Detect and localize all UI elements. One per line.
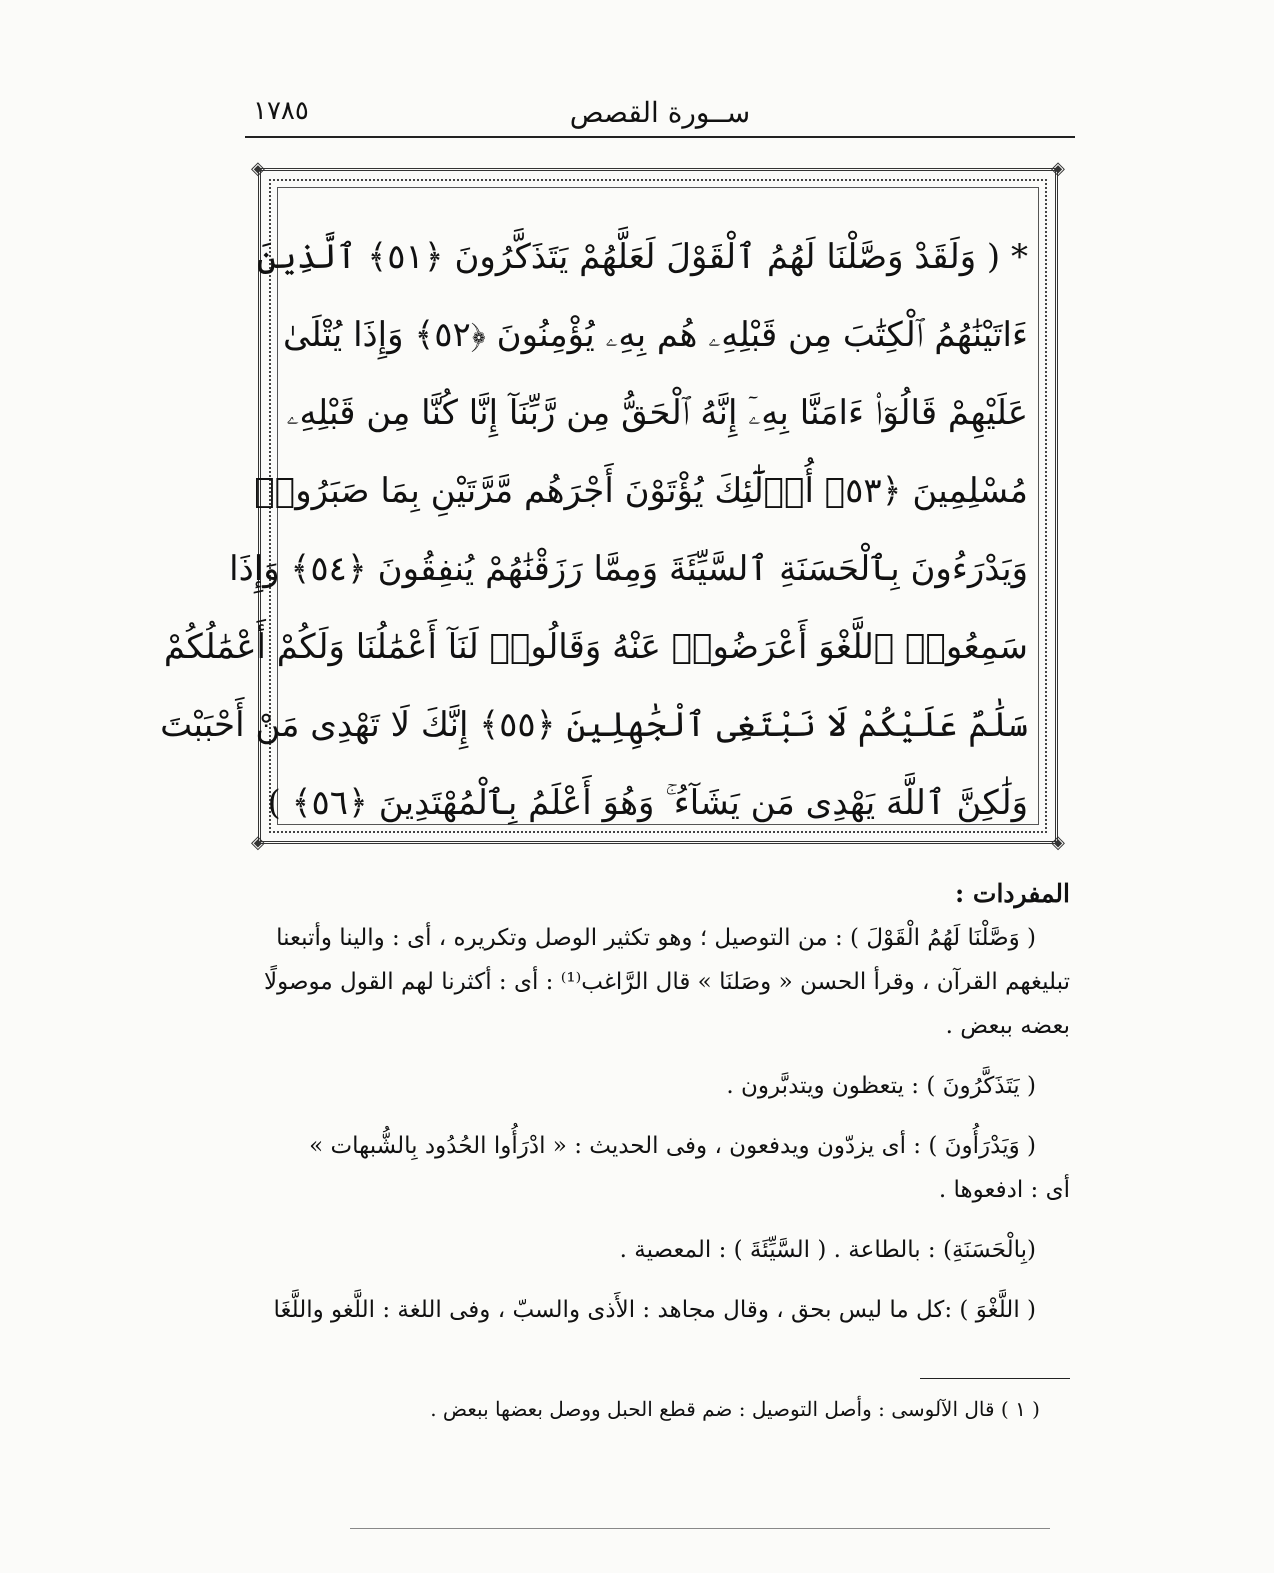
surah-title: ســورة القصص <box>569 96 751 129</box>
entry-line: (بِالْحَسَنَةِ) : بالطاعة . ( السَّيِّئَةَ ) : المعصية . <box>619 1237 1036 1263</box>
vocab-entry <box>230 1064 1070 1108</box>
corner-ornament-icon: ◈ <box>1051 832 1065 853</box>
corner-ornament-icon: ◈ <box>251 158 265 179</box>
quran-verses <box>160 218 1028 842</box>
entry-line: ( اللَّغْوَ ) :كل ما ليس بحق ، وقال مجاهد : الأَذى والسبّ ، وفى اللغة : اللَّغو واللَّغَا <box>273 1297 1036 1323</box>
entry-line: ( وَيَدْرَأُونَ ) : أى يزدّون ويدفعون ، وفى الحديث : « ادْرَأُوا الحُدُود بِالشُّبهات » <box>309 1133 1036 1159</box>
footnote: ( ١ ) قال الآلوسى : وأصل التوصيل : ضم قطع الحبل ووصل بعضها ببعض . <box>430 1397 1040 1421</box>
verse-line: وَلَٰكِنَّ ٱللَّهَ يَهْدِى مَن يَشَآءُ ۚ وَهُوَ أَعْلَمُ بِٱلْمُهْتَدِينَ ﴿٥٦﴾ ) <box>267 783 1028 823</box>
header-rule <box>245 136 1075 138</box>
vocab-entry <box>230 1288 1070 1332</box>
footnote-rule <box>920 1378 1070 1379</box>
vocab-entry <box>230 1228 1070 1272</box>
bottom-rule <box>350 1528 1050 1529</box>
entry-line: تبليغهم القرآن ، وقرأ الحسن « وصَلنَا » قال الرَّاغب⁽¹⁾ : أى : أكثرنا لهم القول موصولًا <box>264 969 1070 995</box>
vocab-entry <box>230 1124 1070 1212</box>
verse-line: وَيَدْرَءُونَ بِٱلْحَسَنَةِ ٱلسَّيِّئَةَ وَمِمَّا رَزَقْنَٰهُمْ يُنفِقُونَ ﴿٥٤﴾ وَإِذَا <box>229 549 1028 589</box>
verse-line: مُسْلِمِينَ ﴿٥٣﴾ أُو۟لَٰٓئِكَ يُؤْتَوْنَ أَجْرَهُم مَّرَّتَيْنِ بِمَا صَبَرُوا۟ <box>254 471 1028 511</box>
entry-line: أى : ادفعوها . <box>938 1177 1070 1203</box>
corner-ornament-icon: ◈ <box>1051 158 1065 179</box>
vocab-entry <box>230 916 1070 1048</box>
verse-line: ءَاتَيْنَٰهُمُ ٱلْكِتَٰبَ مِن قَبْلِهِۦ هُم بِهِۦ يُؤْمِنُونَ ﴿٥٢﴾ وَإِذَا يُتْلَىٰ <box>282 315 1028 355</box>
verse-line: * ( وَلَقَدْ وَصَّلْنَا لَهُمُ ٱلْقَوْلَ لَعَلَّهُمْ يَتَذَكَّرُونَ ﴿٥١﴾ ٱلَّذِينَ <box>256 237 1028 277</box>
entry-line: ( وَصَّلْنَا لَهُمُ الْقَوْلَ ) : من التوصيل ؛ وهو تكثير الوصل وتكريره ، أى : والينا وأتبعنا <box>276 925 1036 951</box>
verse-line: سَلَٰمٌ عَلَيْكُمْ لَا نَبْتَغِى ٱلْجَٰهِلِينَ ﴿٥٥﴾ إِنَّكَ لَا تَهْدِى مَنْ أَحْبَبْتَ <box>160 705 1028 745</box>
entry-line: ( يَتَذَكَّرُونَ ) : يتعظون ويتدبَّرون . <box>726 1073 1036 1099</box>
verse-line: عَلَيْهِمْ قَالُوٓا۟ ءَامَنَّا بِهِۦٓ إِنَّهُ ٱلْحَقُّ مِن رَّبِّنَآ إِنَّا كُنَّا مِن قَبْلِهِۦ <box>286 393 1028 433</box>
section-heading: المفردات : <box>954 879 1070 908</box>
entry-line: بعضه ببعض . <box>945 1013 1070 1039</box>
verse-line: سَمِعُوا۟ ٱللَّغْوَ أَعْرَضُوا۟ عَنْهُ وَقَالُوا۟ لَنَآ أَعْمَٰلُنَا وَلَكُمْ أَعْمَٰلُكُمْ <box>163 627 1028 667</box>
vocabulary-section <box>230 872 1070 1348</box>
corner-ornament-icon: ◈ <box>251 832 265 853</box>
running-header <box>245 94 1075 138</box>
page-number: ١٧٨٥ <box>253 96 309 126</box>
